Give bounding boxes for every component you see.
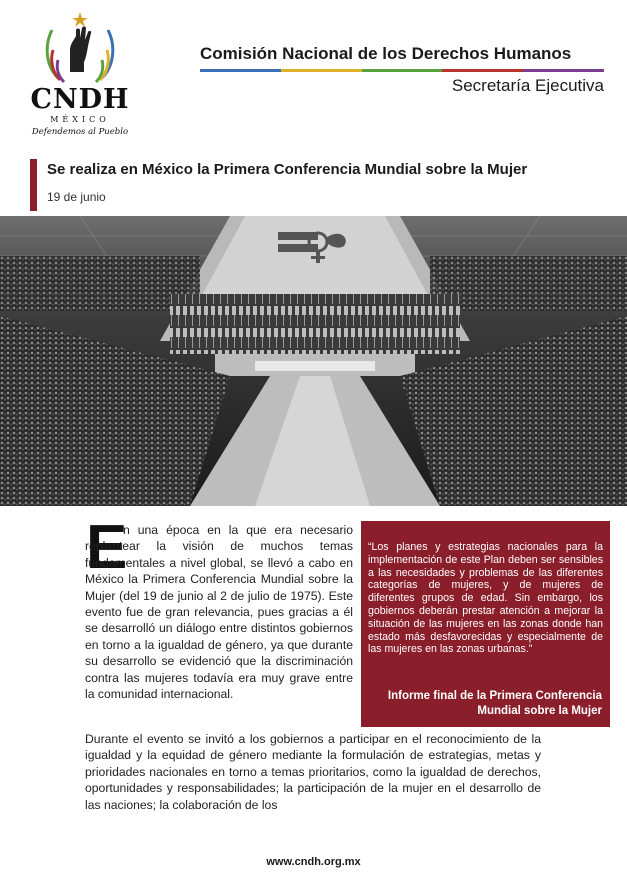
article-paragraph-1: n una época en la que era necesario replantear la visión de muchos temas fundamentales a nivel global, se llevó a cabo en México la Primera Conferencia Mundial sobre la Mujer (del 19 de junio al 2 de julio de 1975). Este evento fue de gran relevancia, pues gracias a él se desarrolló un diálogo entre distintos gobiernos en torno a la igualdad de género, ya que durante su desarrollo se evidenció que la discriminación contra las mujeres todavía era muy grave entre la comunidad internacional. [85,523,353,702]
rule-segment [523,69,604,72]
quote-source: Informe final de la Primera Conferencia Mundial sobre la Mujer [387,690,602,717]
footer-url[interactable]: www.cndh.org.mx [266,856,361,868]
organization-title: Comisión Nacional de los Derechos Humanos [200,44,572,63]
rule-segment [281,69,362,72]
logo-country: MÉXICO [50,115,110,124]
quote-text: “Los planes y estrategias nacionales para la implementación de este Plan deben ser sensibles a las necesidades y problemas de las diferentes categorías de mujeres, y de mujeres de diferentes grupos de edad. Sin embargo, los gobiernos deberán prestar atención a mejorar la situación de las mujeres en las zonas donde han estado más desfavorecidas y especialmente de las mujeres en las zonas urbanas.” [368,541,603,656]
article-date: 19 de junio [47,190,106,204]
rule-segment [200,69,281,72]
headline-accent-bar [30,159,37,211]
rule-segment [442,69,523,72]
article-paragraph-2: Durante el evento se invitó a los gobiernos a participar en el reconocimiento de la igualdad y la equidad de género mediante la formulación de estrategias, metas y prioridades nacionales en torno a temas prioritarios, como la igualdad de derechos, oportunidades y responsabilidades; la participación de la mujer en el desarrollo de las naciones; la colaboración de los [85,732,541,812]
article-headline: Se realiza en México la Primera Conferencia Mundial sobre la Mujer [47,161,528,178]
cndh-logo [28,8,132,138]
rule-segment [362,69,443,72]
color-rule [200,69,604,72]
raised-fist-wreath-icon [40,10,120,84]
logo-acronym: CNDH [30,84,130,115]
organization-subtitle: Secretaría Ejecutiva [451,76,604,95]
logo-motto: Defendemos al Pueblo [31,127,129,137]
drop-cap: E [86,513,128,582]
conference-hall-photo [0,216,627,506]
